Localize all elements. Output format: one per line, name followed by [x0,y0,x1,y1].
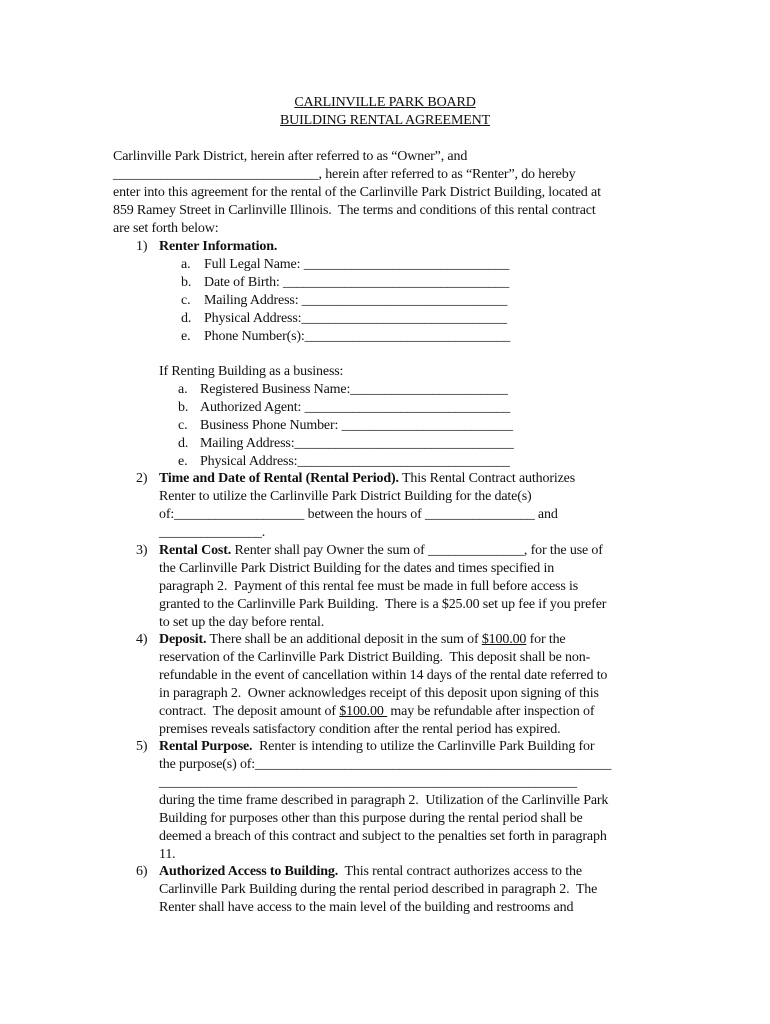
section-heading-rental-purpose: Rental Purpose. [159,739,253,754]
section-6-first-line [159,863,582,881]
section-text: Renter shall pay Owner the sum of ______________, for the use of [231,543,603,558]
list-letter: e. [181,329,191,344]
section-number: 2) [136,471,148,486]
section-heading-rental-period: Time and Date of Rental (Rental Period). [159,471,399,486]
mailing-address-field: Mailing Address: ______________________________ [204,293,508,308]
list-letter: c. [178,418,188,433]
section-text: 11. [159,847,176,862]
section-text: Carlinville Park Building during the rental period described in paragraph 2. The [159,882,598,897]
section-text: Renter to utilize the Carlinville Park District Building for the date(s) [159,489,532,504]
list-letter: c. [181,293,191,308]
business-phone-field: Business Phone Number: _________________________ [200,418,513,433]
purpose-field-continued: _____________________________________________________________ [159,775,577,790]
list-letter: a. [178,382,188,397]
business-name-field: Registered Business Name:_______________________ [200,382,508,397]
list-letter: b. [181,275,192,290]
section-text: of:___________________ between the hours of ________________ and [159,507,558,522]
section-heading-renter-information: Renter Information. [159,239,278,254]
section-text: the Carlinville Park District Building for the dates and times specified in [159,561,555,576]
section-text: during the time frame described in paragraph 2. Utilization of the Carlinville Park [159,793,609,808]
section-text: to set up the day before rental. [159,615,325,630]
intro-line: are set forth below: [113,221,219,236]
section-number: 5) [136,739,148,754]
deposit-amount: $100.00 [339,704,388,719]
purpose-field: the purpose(s) of:____________________________________________________ [159,757,612,772]
business-intro: If Renting Building as a business: [159,364,344,379]
section-text: There shall be an additional deposit in the sum of [206,632,482,647]
section-text: granted to the Carlinville Park Building. There is a $25.00 set up fee if you prefer [159,597,607,612]
section-number: 1) [136,239,148,254]
section-4-line-5 [159,703,594,721]
section-text: paragraph 2. Payment of this rental fee must be made in full before access is [159,579,579,594]
section-number: 3) [136,543,148,558]
section-heading-authorized-access: Authorized Access to Building. [159,864,339,879]
section-text: deemed a breach of this contract and subject to the penalties set forth in paragraph [159,829,607,844]
section-3-first-line [159,542,603,560]
section-text: contract. The deposit amount of [159,704,340,719]
section-text: in paragraph 2. Owner acknowledges receipt of this deposit upon signing of this [159,686,599,701]
business-mailing-address-field: Mailing Address:________________________________ [200,436,514,451]
business-physical-address-field: Physical Address:_______________________________ [200,454,510,469]
list-letter: d. [178,436,189,451]
intro-line: ______________________________, herein after referred to as “Renter”, do hereby [113,167,576,182]
section-text: reservation of the Carlinville Park District Building. This deposit shall be non- [159,650,591,665]
intro-line: 859 Ramey Street in Carlinville Illinois. The terms and conditions of this rental contract [113,203,596,218]
phone-number-field: Phone Number(s):______________________________ [204,329,511,344]
section-text: Renter shall have access to the main level of the building and restrooms and [159,900,574,915]
section-5-first-line [159,738,594,756]
list-letter: d. [181,311,192,326]
deposit-amount: $100.00 [481,632,527,647]
section-text: Building for purposes other than this purpose during the rental period shall be [159,811,583,826]
section-text: for the [526,632,566,647]
section-2-first-line [159,470,575,488]
section-text: This rental contract authorizes access to the [338,864,582,879]
section-number: 6) [136,864,148,879]
list-letter: e. [178,454,188,469]
section-heading-deposit: Deposit. [159,632,207,647]
section-heading-rental-cost: Rental Cost. [159,543,232,558]
section-number: 4) [136,632,148,647]
section-text: may be refundable after inspection of [387,704,595,719]
section-text: Renter is intending to utilize the Carlinville Park Building for [252,739,595,754]
section-text: _______________. [159,525,266,540]
physical-address-field: Physical Address:______________________________ [204,311,507,326]
list-letter: a. [181,257,191,272]
section-4-first-line [159,631,566,649]
intro-line: Carlinville Park District, herein after referred to as “Owner”, and [113,149,468,164]
section-text: premises reveals satisfactory condition after the rental period has expired. [159,722,561,737]
intro-line: enter into this agreement for the rental of the Carlinville Park District Building, located at [113,185,601,200]
document-title-line2: BUILDING RENTAL AGREEMENT [279,113,491,128]
document-title-line1: CARLINVILLE PARK BOARD [294,95,476,110]
section-text: This Rental Contract authorizes [398,471,576,486]
section-text: refundable in the event of cancellation within 14 days of the rental date referred to [159,668,608,683]
authorized-agent-field: Authorized Agent: ______________________________ [200,400,511,415]
date-of-birth-field: Date of Birth: _________________________________ [204,275,510,290]
full-legal-name-field: Full Legal Name: ______________________________ [204,257,510,272]
list-letter: b. [178,400,189,415]
